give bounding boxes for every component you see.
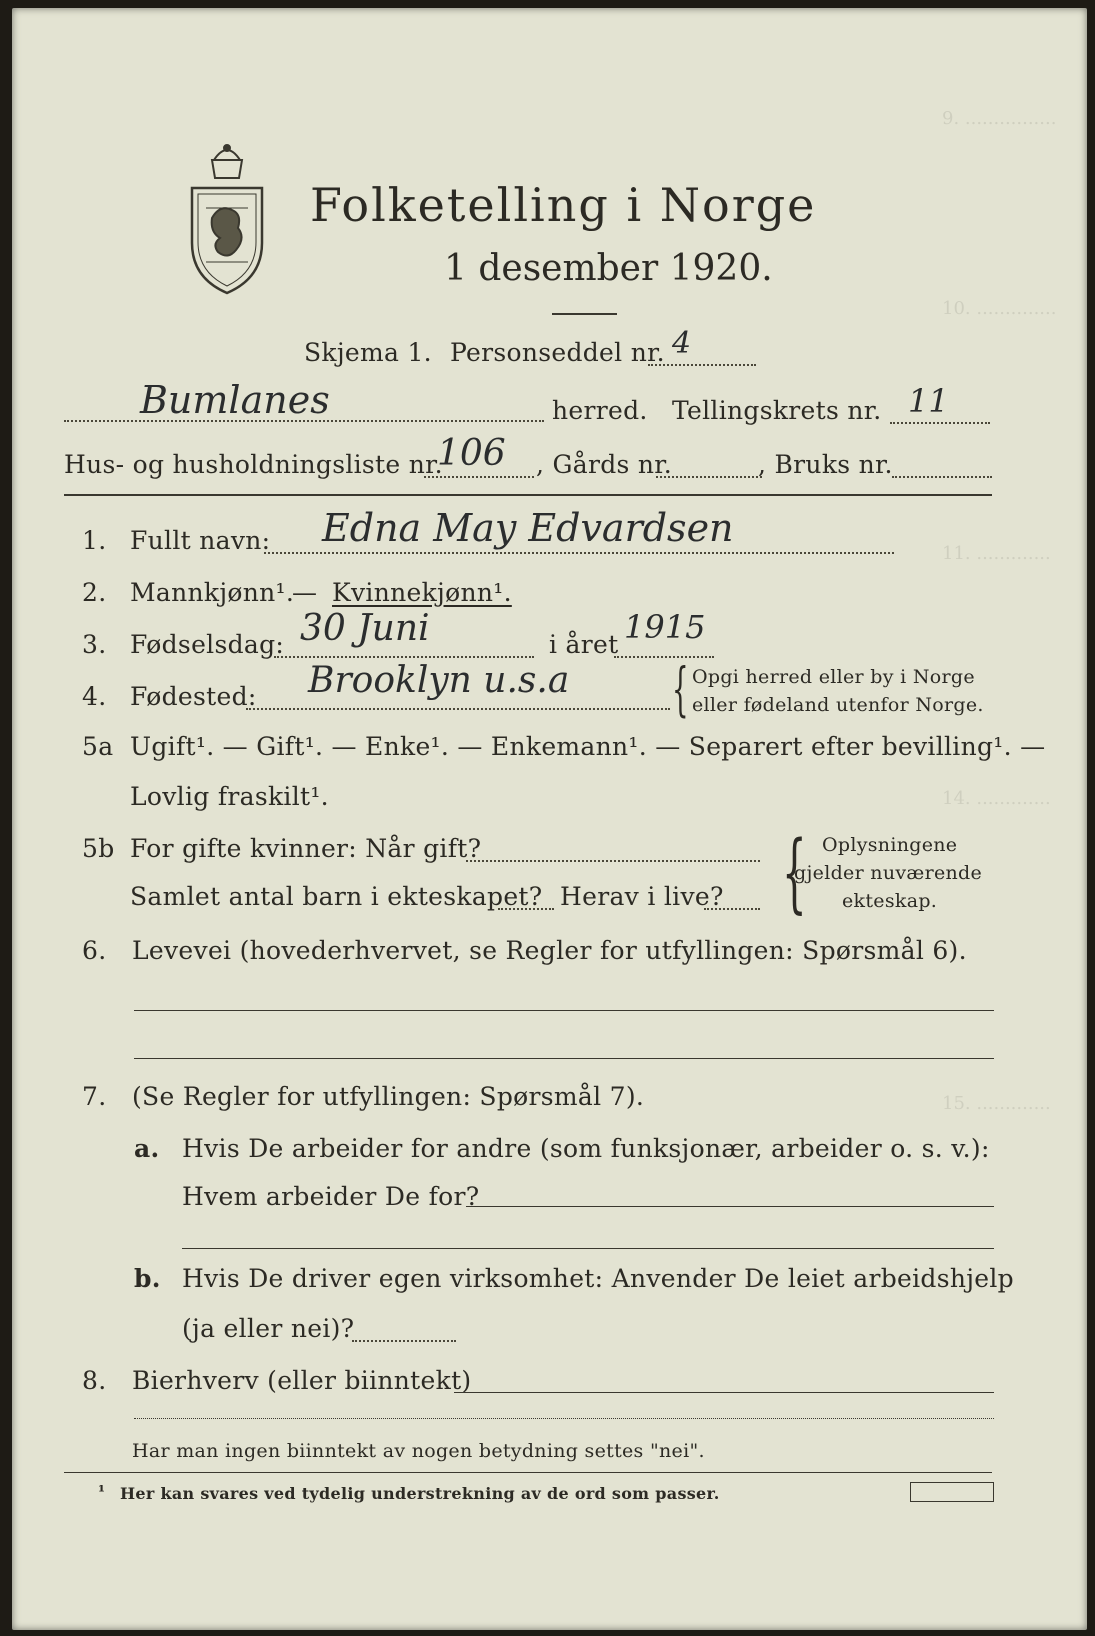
q4-number: 4. — [82, 682, 107, 711]
q8-answer-line-2[interactable] — [134, 1418, 994, 1419]
footer-divider — [64, 1472, 992, 1473]
q3-line — [274, 656, 534, 658]
q5b-number: 5b — [82, 834, 115, 863]
q5a-number: 5a — [82, 732, 114, 761]
form-title: Folketelling i Norge — [310, 178, 817, 232]
tellingskrets-label: Tellingskrets nr. — [672, 396, 882, 425]
tellingskrets-value[interactable]: 11 — [908, 382, 949, 420]
bleed-through: 11. ............. — [942, 543, 1051, 564]
gards-line[interactable] — [656, 476, 762, 478]
q4-brace: { — [672, 655, 689, 723]
q2-female-option[interactable]: Kvinnekjønn¹. — [332, 578, 512, 607]
bleed-through: 14. ............. — [942, 788, 1051, 809]
header-divider — [64, 494, 992, 496]
q7a-answer-line[interactable] — [466, 1206, 994, 1207]
q6-number: 6. — [82, 936, 107, 965]
q5b-brace: { — [782, 823, 807, 923]
title-divider — [552, 313, 617, 315]
q5b-alive-label: Herav i live? — [560, 882, 724, 911]
q5b-married-line[interactable] — [466, 860, 760, 862]
q3-number: 3. — [82, 630, 107, 659]
q7b-letter: b. — [134, 1264, 161, 1293]
tellingskrets-line — [890, 422, 990, 424]
q4-label: Fødested: — [130, 682, 257, 711]
q7-label: (Se Regler for utfyllingen: Spørsmål 7). — [132, 1082, 645, 1111]
year-label: i året — [549, 630, 619, 659]
q8-number: 8. — [82, 1366, 107, 1395]
gards-label: , Gårds nr. — [536, 450, 673, 479]
q7a-line2: Hvem arbeider De for? — [182, 1182, 480, 1211]
q5b-note-line1: Oplysningene — [822, 834, 958, 856]
q6-answer-line-2[interactable] — [134, 1058, 994, 1059]
full-name-value[interactable]: Edna May Edvardsen — [322, 506, 734, 550]
q5b-children-label: Samlet antal barn i ekteskapet? — [130, 882, 543, 911]
personseddel-value[interactable]: 4 — [672, 326, 692, 361]
birthplace-value[interactable]: Brooklyn u.s.a — [308, 660, 570, 701]
bruks-label: , Bruks nr. — [758, 450, 893, 479]
q3-label: Fødselsdag: — [130, 630, 285, 659]
q7a-line1: Hvis De arbeider for andre (som funksjonær, arbeider o. s. v.): — [182, 1134, 990, 1163]
marital-status-divorced[interactable]: Lovlig fraskilt¹. — [130, 782, 329, 811]
census-date: 1 desember 1920. — [444, 248, 773, 289]
q4-note-line2: eller fødeland utenfor Norge. — [692, 694, 984, 716]
q7b-line1: Hvis De driver egen virksomhet: Anvender De leiet arbeidshjelp — [182, 1264, 1014, 1293]
schema-label: Skjema 1. — [304, 338, 432, 367]
marital-status-options[interactable]: Ugift¹. — Gift¹. — Enke¹. — Enkemann¹. — Separert efter bevilling¹. — — [130, 732, 1046, 761]
q2-number: 2. — [82, 578, 107, 607]
printer-stamp — [910, 1482, 994, 1502]
birthday-value[interactable]: 30 Juni — [300, 608, 430, 649]
household-label: Hus- og husholdningsliste nr. — [64, 450, 443, 479]
q7-number: 7. — [82, 1082, 107, 1111]
q5b-note-line3: ekteskap. — [842, 890, 938, 912]
bleed-through: 10. .............. — [942, 298, 1057, 319]
q6-label: Levevei (hovederhvervet, se Regler for utfyllingen: Spørsmål 6). — [132, 936, 967, 965]
q1-number: 1. — [82, 526, 107, 555]
personseddel-line — [648, 364, 756, 366]
q7b-answer-line[interactable] — [352, 1340, 456, 1342]
q2-separator: — — [292, 578, 318, 607]
herred-label: herred. — [552, 396, 648, 425]
footnote-text: Her kan svares ved tydelig understrekning av de ord som passer. — [120, 1484, 720, 1503]
birth-year-value[interactable]: 1915 — [624, 608, 706, 646]
nei-note: Har man ingen biinntekt av nogen betydning settes "nei". — [132, 1440, 705, 1462]
q7a-letter: a. — [134, 1134, 160, 1163]
q5b-note-line2: gjelder nuværende — [794, 862, 983, 884]
q1-label: Fullt navn: — [130, 526, 271, 555]
q5b-children-line[interactable] — [498, 908, 554, 910]
q4-line — [246, 708, 670, 710]
year-line — [614, 656, 714, 658]
q1-line — [264, 552, 894, 554]
bleed-through: 9. ................ — [942, 108, 1057, 129]
q8-answer-line[interactable] — [454, 1392, 994, 1393]
q5b-married-label: For gifte kvinner: Når gift? — [130, 834, 482, 863]
footnote-mark: ¹ — [98, 1482, 106, 1501]
q6-answer-line-1[interactable] — [134, 1010, 994, 1011]
bruks-line[interactable] — [892, 476, 992, 478]
bleed-through: 15. ............. — [942, 1093, 1051, 1114]
personseddel-label: Personseddel nr. — [450, 338, 665, 367]
q4-note-line1: Opgi herred eller by i Norge — [692, 666, 975, 688]
census-form — [12, 8, 1087, 1630]
norwegian-coat-of-arms-icon — [184, 138, 270, 298]
q5b-alive-line[interactable] — [704, 908, 760, 910]
q7b-line2: (ja eller nei)? — [182, 1314, 355, 1343]
herred-value[interactable]: Bumlanes — [140, 378, 330, 422]
household-value[interactable]: 106 — [437, 433, 506, 474]
q2-male-option[interactable]: Mannkjønn¹. — [130, 578, 295, 607]
household-line — [424, 476, 534, 478]
q8-label: Bierhverv (eller biinntekt) — [132, 1366, 472, 1395]
q7a-answer-line-2[interactable] — [182, 1248, 994, 1249]
